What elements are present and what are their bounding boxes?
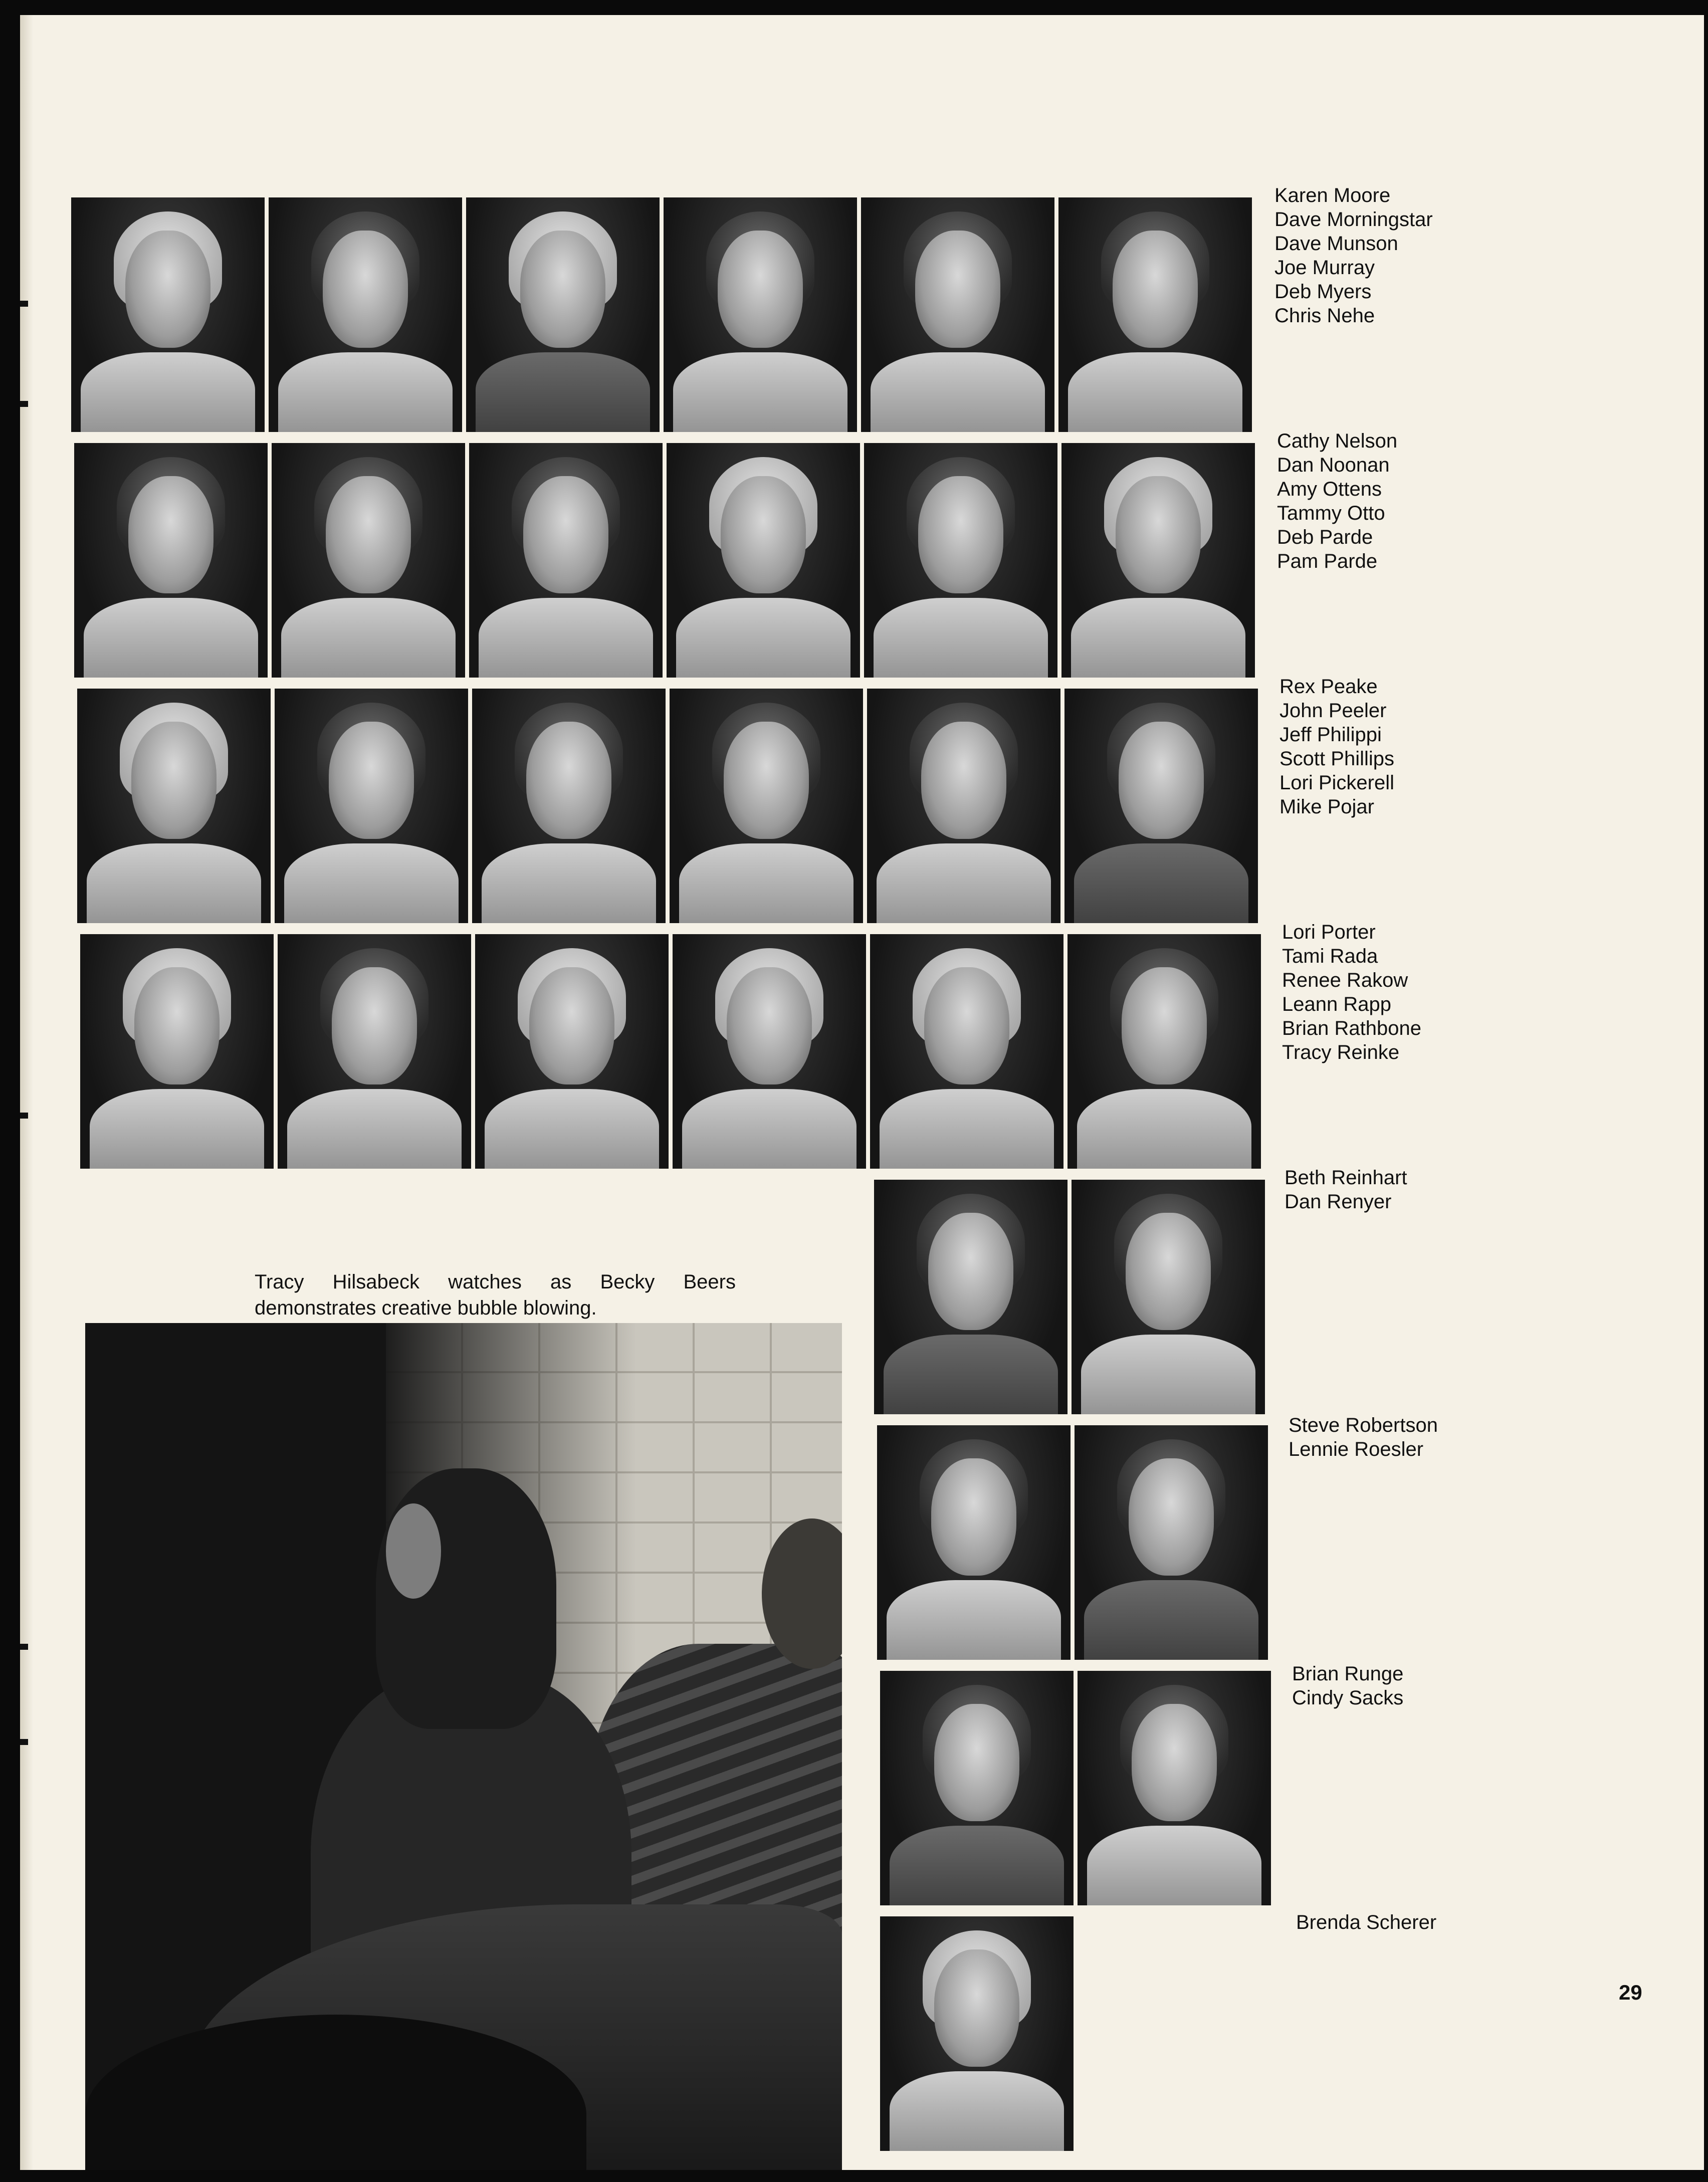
student-name: Tammy Otto xyxy=(1277,502,1385,524)
student-name: Leann Rapp xyxy=(1282,993,1391,1015)
binding-mark xyxy=(20,1739,28,1745)
student-portrait xyxy=(1072,1180,1265,1414)
student-name: Amy Ottens xyxy=(1277,478,1382,500)
student-name: Brian Runge xyxy=(1292,1663,1404,1685)
student-name: Tami Rada xyxy=(1282,945,1378,967)
student-name: Chris Nehe xyxy=(1274,305,1375,327)
page-spine-shadow xyxy=(20,15,33,2170)
student-name: Steve Robertson xyxy=(1289,1414,1438,1436)
student-portrait xyxy=(880,1671,1074,1905)
student-name: Jeff Philippi xyxy=(1279,724,1382,746)
names-row-2 xyxy=(1277,429,1397,573)
student-name: Dave Morningstar xyxy=(1274,208,1433,231)
student-portrait xyxy=(870,934,1063,1169)
student-name: Dan Noonan xyxy=(1277,454,1390,476)
student-portrait xyxy=(877,1425,1071,1660)
student-portrait xyxy=(74,443,268,678)
student-portrait xyxy=(475,934,669,1169)
student-portrait xyxy=(673,934,866,1169)
student-name: Pam Parde xyxy=(1277,550,1378,572)
photo-caption: Tracy Hilsabeck watches as Becky Beers demonstrates creative bubble blowing. xyxy=(255,1271,736,1319)
student-portrait xyxy=(861,197,1054,432)
student-name: Lennie Roesler xyxy=(1289,1438,1424,1460)
student-portrait xyxy=(1078,1671,1271,1905)
student-name: Deb Myers xyxy=(1274,281,1372,303)
names-row-4 xyxy=(1282,920,1421,1064)
student-name: Tracy Reinke xyxy=(1282,1041,1400,1063)
student-portrait xyxy=(874,1180,1068,1414)
student-portrait xyxy=(278,934,471,1169)
names-row-8 xyxy=(1296,1910,1436,1934)
student-portrait xyxy=(469,443,663,678)
student-portrait xyxy=(466,197,660,432)
student-portrait xyxy=(275,689,468,923)
student-name: Brenda Scherer xyxy=(1296,1911,1437,1933)
student-name: Cathy Nelson xyxy=(1277,430,1398,452)
student-name: Cindy Sacks xyxy=(1292,1687,1404,1709)
binding-mark xyxy=(20,1644,28,1650)
student-name: Brian Rathbone xyxy=(1282,1017,1421,1039)
student-portrait xyxy=(1061,443,1255,678)
student-portrait xyxy=(670,689,863,923)
student-name: Joe Murray xyxy=(1274,257,1375,279)
student-name: Dan Renyer xyxy=(1285,1191,1392,1213)
student-portrait xyxy=(1068,934,1261,1169)
student-portrait xyxy=(667,443,860,678)
student-name: Lori Pickerell xyxy=(1279,772,1394,794)
names-row-1 xyxy=(1274,183,1433,328)
binding-mark xyxy=(20,401,28,407)
student-name: Rex Peake xyxy=(1279,676,1378,698)
student-portrait xyxy=(77,689,271,923)
student-portrait xyxy=(80,934,274,1169)
student-name: Scott Phillips xyxy=(1279,748,1394,770)
candid-photo xyxy=(85,1323,842,2170)
student-name: Dave Munson xyxy=(1274,233,1398,255)
student-portrait xyxy=(1064,689,1258,923)
student-portrait xyxy=(272,443,465,678)
student-name: Mike Pojar xyxy=(1279,796,1374,818)
student-name: Lori Porter xyxy=(1282,921,1376,943)
binding-mark xyxy=(20,1113,28,1119)
names-row-5 xyxy=(1285,1166,1407,1214)
student-portrait xyxy=(472,689,666,923)
student-portrait xyxy=(71,197,265,432)
names-row-6 xyxy=(1289,1413,1438,1461)
student-name: Deb Parde xyxy=(1277,526,1373,548)
student-portrait xyxy=(867,689,1060,923)
yearbook-page xyxy=(20,15,1704,2170)
student-portrait xyxy=(664,197,857,432)
student-portrait xyxy=(1058,197,1252,432)
student-portrait xyxy=(1075,1425,1268,1660)
names-row-7 xyxy=(1292,1662,1403,1710)
student-portrait xyxy=(269,197,462,432)
binding-mark xyxy=(20,301,28,307)
student-name: Renee Rakow xyxy=(1282,969,1408,991)
page-number: 29 xyxy=(1619,1981,1642,2004)
names-row-3 xyxy=(1279,675,1394,819)
student-name: John Peeler xyxy=(1279,700,1387,722)
student-portrait xyxy=(880,1916,1074,2151)
student-portrait xyxy=(864,443,1057,678)
student-name: Beth Reinhart xyxy=(1285,1167,1407,1189)
student-name: Karen Moore xyxy=(1274,184,1391,206)
